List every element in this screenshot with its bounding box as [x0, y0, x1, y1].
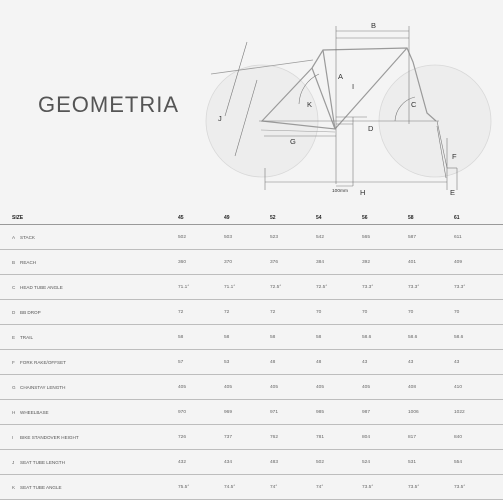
table-row	[0, 375, 503, 400]
row-label: FORK RAKE/OFFSET	[20, 359, 66, 365]
row-label-cell	[0, 300, 178, 325]
geometry-diagram	[195, 18, 503, 208]
table-cell: 483	[270, 450, 316, 475]
table-row	[0, 300, 503, 325]
table-cell: 58	[224, 325, 270, 350]
table-row	[0, 250, 503, 275]
row-label-cell	[0, 425, 178, 450]
row-letter: B	[12, 259, 16, 265]
label-a: A	[338, 72, 344, 81]
table-cell: 73.5°	[362, 475, 408, 500]
table-cell: 542	[316, 225, 362, 250]
table-cell: 70	[454, 300, 503, 325]
table-cell: 410	[454, 375, 503, 400]
label-e: E	[450, 188, 456, 197]
row-label: STACK	[20, 234, 35, 240]
row-label-cell	[0, 225, 178, 250]
table-cell: 405	[224, 375, 270, 400]
table-cell: 58.6	[362, 325, 408, 350]
table-cell: 72.5°	[316, 275, 362, 300]
table-cell: 43	[362, 350, 408, 375]
table-cell: 408	[408, 375, 454, 400]
table-cell: 970	[178, 400, 224, 425]
table-cell: 58.6	[454, 325, 503, 350]
row-letter: I	[12, 434, 14, 440]
row-letter: F	[12, 359, 15, 365]
row-letter: D	[12, 309, 16, 315]
row-letter: E	[12, 334, 16, 340]
table-cell: 43	[454, 350, 503, 375]
row-letter: A	[12, 234, 16, 240]
table-cell: 985	[316, 400, 362, 425]
table-row	[0, 475, 503, 500]
row-letter: C	[12, 284, 16, 290]
row-label-cell	[0, 375, 178, 400]
label-c: C	[411, 100, 417, 109]
row-letter: H	[12, 409, 16, 415]
label-d: D	[368, 124, 374, 133]
size-column-header: 49	[224, 212, 270, 225]
table-cell: 384	[316, 250, 362, 275]
size-column-header: 45	[178, 212, 224, 225]
row-label-cell	[0, 250, 178, 275]
table-cell: 74°	[270, 475, 316, 500]
label-offset: 100mm	[332, 189, 348, 194]
table-cell: 72.5°	[270, 275, 316, 300]
row-label: SEAT TUBE ANGLE	[20, 484, 62, 490]
table-cell: 72	[178, 300, 224, 325]
table-cell: 75.5°	[178, 475, 224, 500]
table-cell: 48	[270, 350, 316, 375]
table-cell: 73.3°	[362, 275, 408, 300]
table-cell: 1006	[408, 400, 454, 425]
table-cell: 969	[224, 400, 270, 425]
row-label: TRAIL	[20, 334, 34, 340]
row-label: CHAINSTAY LENGTH	[20, 384, 66, 390]
size-header: SIZE	[0, 212, 178, 225]
geometry-table-wrap	[0, 212, 503, 500]
table-cell: 781	[316, 425, 362, 450]
label-f: F	[452, 152, 457, 161]
table-cell: 73.3°	[408, 275, 454, 300]
table-cell: 360	[178, 250, 224, 275]
row-label-cell	[0, 400, 178, 425]
row-label: BIKE STANDOVER HEIGHT	[20, 434, 79, 440]
table-row	[0, 325, 503, 350]
table-cell: 70	[362, 300, 408, 325]
table-cell: 587	[408, 225, 454, 250]
table-cell: 432	[178, 450, 224, 475]
table-cell: 405	[316, 375, 362, 400]
table-row	[0, 400, 503, 425]
label-b: B	[371, 21, 377, 30]
table-cell: 401	[408, 250, 454, 275]
table-cell: 74°	[316, 475, 362, 500]
size-column-header: 61	[454, 212, 503, 225]
table-row	[0, 225, 503, 250]
table-cell: 531	[408, 450, 454, 475]
geometry-table	[0, 212, 503, 500]
table-cell: 74.5°	[224, 475, 270, 500]
table-cell: 817	[408, 425, 454, 450]
table-cell: 43	[408, 350, 454, 375]
table-cell: 409	[454, 250, 503, 275]
size-column-header: 54	[316, 212, 362, 225]
table-cell: 840	[454, 425, 503, 450]
table-cell: 405	[270, 375, 316, 400]
row-letter: J	[12, 459, 15, 465]
table-cell: 502	[316, 450, 362, 475]
row-letter: G	[12, 384, 16, 390]
size-column-header: 56	[362, 212, 408, 225]
table-cell: 73.3°	[454, 275, 503, 300]
row-label: BB DROP	[20, 309, 41, 315]
row-label: HEAD TUBE ANGLE	[20, 284, 63, 290]
table-header-row	[0, 212, 503, 225]
label-j: J	[218, 114, 222, 123]
table-cell: 72	[270, 300, 316, 325]
table-cell: 971	[270, 400, 316, 425]
row-label-cell	[0, 325, 178, 350]
row-label: SEAT TUBE LENGTH	[20, 459, 65, 465]
table-cell: 58	[270, 325, 316, 350]
table-cell: 565	[362, 225, 408, 250]
size-column-header: 52	[270, 212, 316, 225]
table-cell: 58	[316, 325, 362, 350]
row-label-cell	[0, 350, 178, 375]
table-cell: 762	[270, 425, 316, 450]
table-cell: 53	[224, 350, 270, 375]
table-cell: 611	[454, 225, 503, 250]
page-title: GEOMETRIA	[38, 92, 180, 117]
size-column-header: 58	[408, 212, 454, 225]
table-row	[0, 425, 503, 450]
label-k: K	[307, 100, 313, 109]
row-label-cell	[0, 475, 178, 500]
table-cell: 737	[224, 425, 270, 450]
table-cell: 392	[362, 250, 408, 275]
table-cell: 73.5°	[408, 475, 454, 500]
table-cell: 524	[362, 450, 408, 475]
table-cell: 554	[454, 450, 503, 475]
table-cell: 70	[408, 300, 454, 325]
label-g: G	[290, 137, 296, 146]
table-cell: 71.1°	[224, 275, 270, 300]
table-cell: 523	[270, 225, 316, 250]
table-row	[0, 450, 503, 475]
table-cell: 58	[178, 325, 224, 350]
table-row	[0, 275, 503, 300]
label-h: H	[360, 188, 366, 197]
table-cell: 405	[178, 375, 224, 400]
table-cell: 987	[362, 400, 408, 425]
table-cell: 70	[316, 300, 362, 325]
table-cell: 72	[224, 300, 270, 325]
table-cell: 434	[224, 450, 270, 475]
table-cell: 726	[178, 425, 224, 450]
row-label: REACH	[20, 259, 37, 265]
table-row	[0, 350, 503, 375]
table-cell: 804	[362, 425, 408, 450]
label-i: I	[352, 82, 355, 91]
row-letter: K	[12, 484, 16, 490]
table-cell: 71.1°	[178, 275, 224, 300]
table-cell: 405	[362, 375, 408, 400]
row-label: WHEELBASE	[20, 409, 49, 415]
table-cell: 376	[270, 250, 316, 275]
table-cell: 1022	[454, 400, 503, 425]
table-cell: 503	[224, 225, 270, 250]
table-cell: 370	[224, 250, 270, 275]
row-label-cell	[0, 275, 178, 300]
table-cell: 502	[178, 225, 224, 250]
table-cell: 48	[316, 350, 362, 375]
table-cell: 73.5°	[454, 475, 503, 500]
table-cell: 58.6	[408, 325, 454, 350]
row-label-cell	[0, 450, 178, 475]
table-cell: 57	[178, 350, 224, 375]
